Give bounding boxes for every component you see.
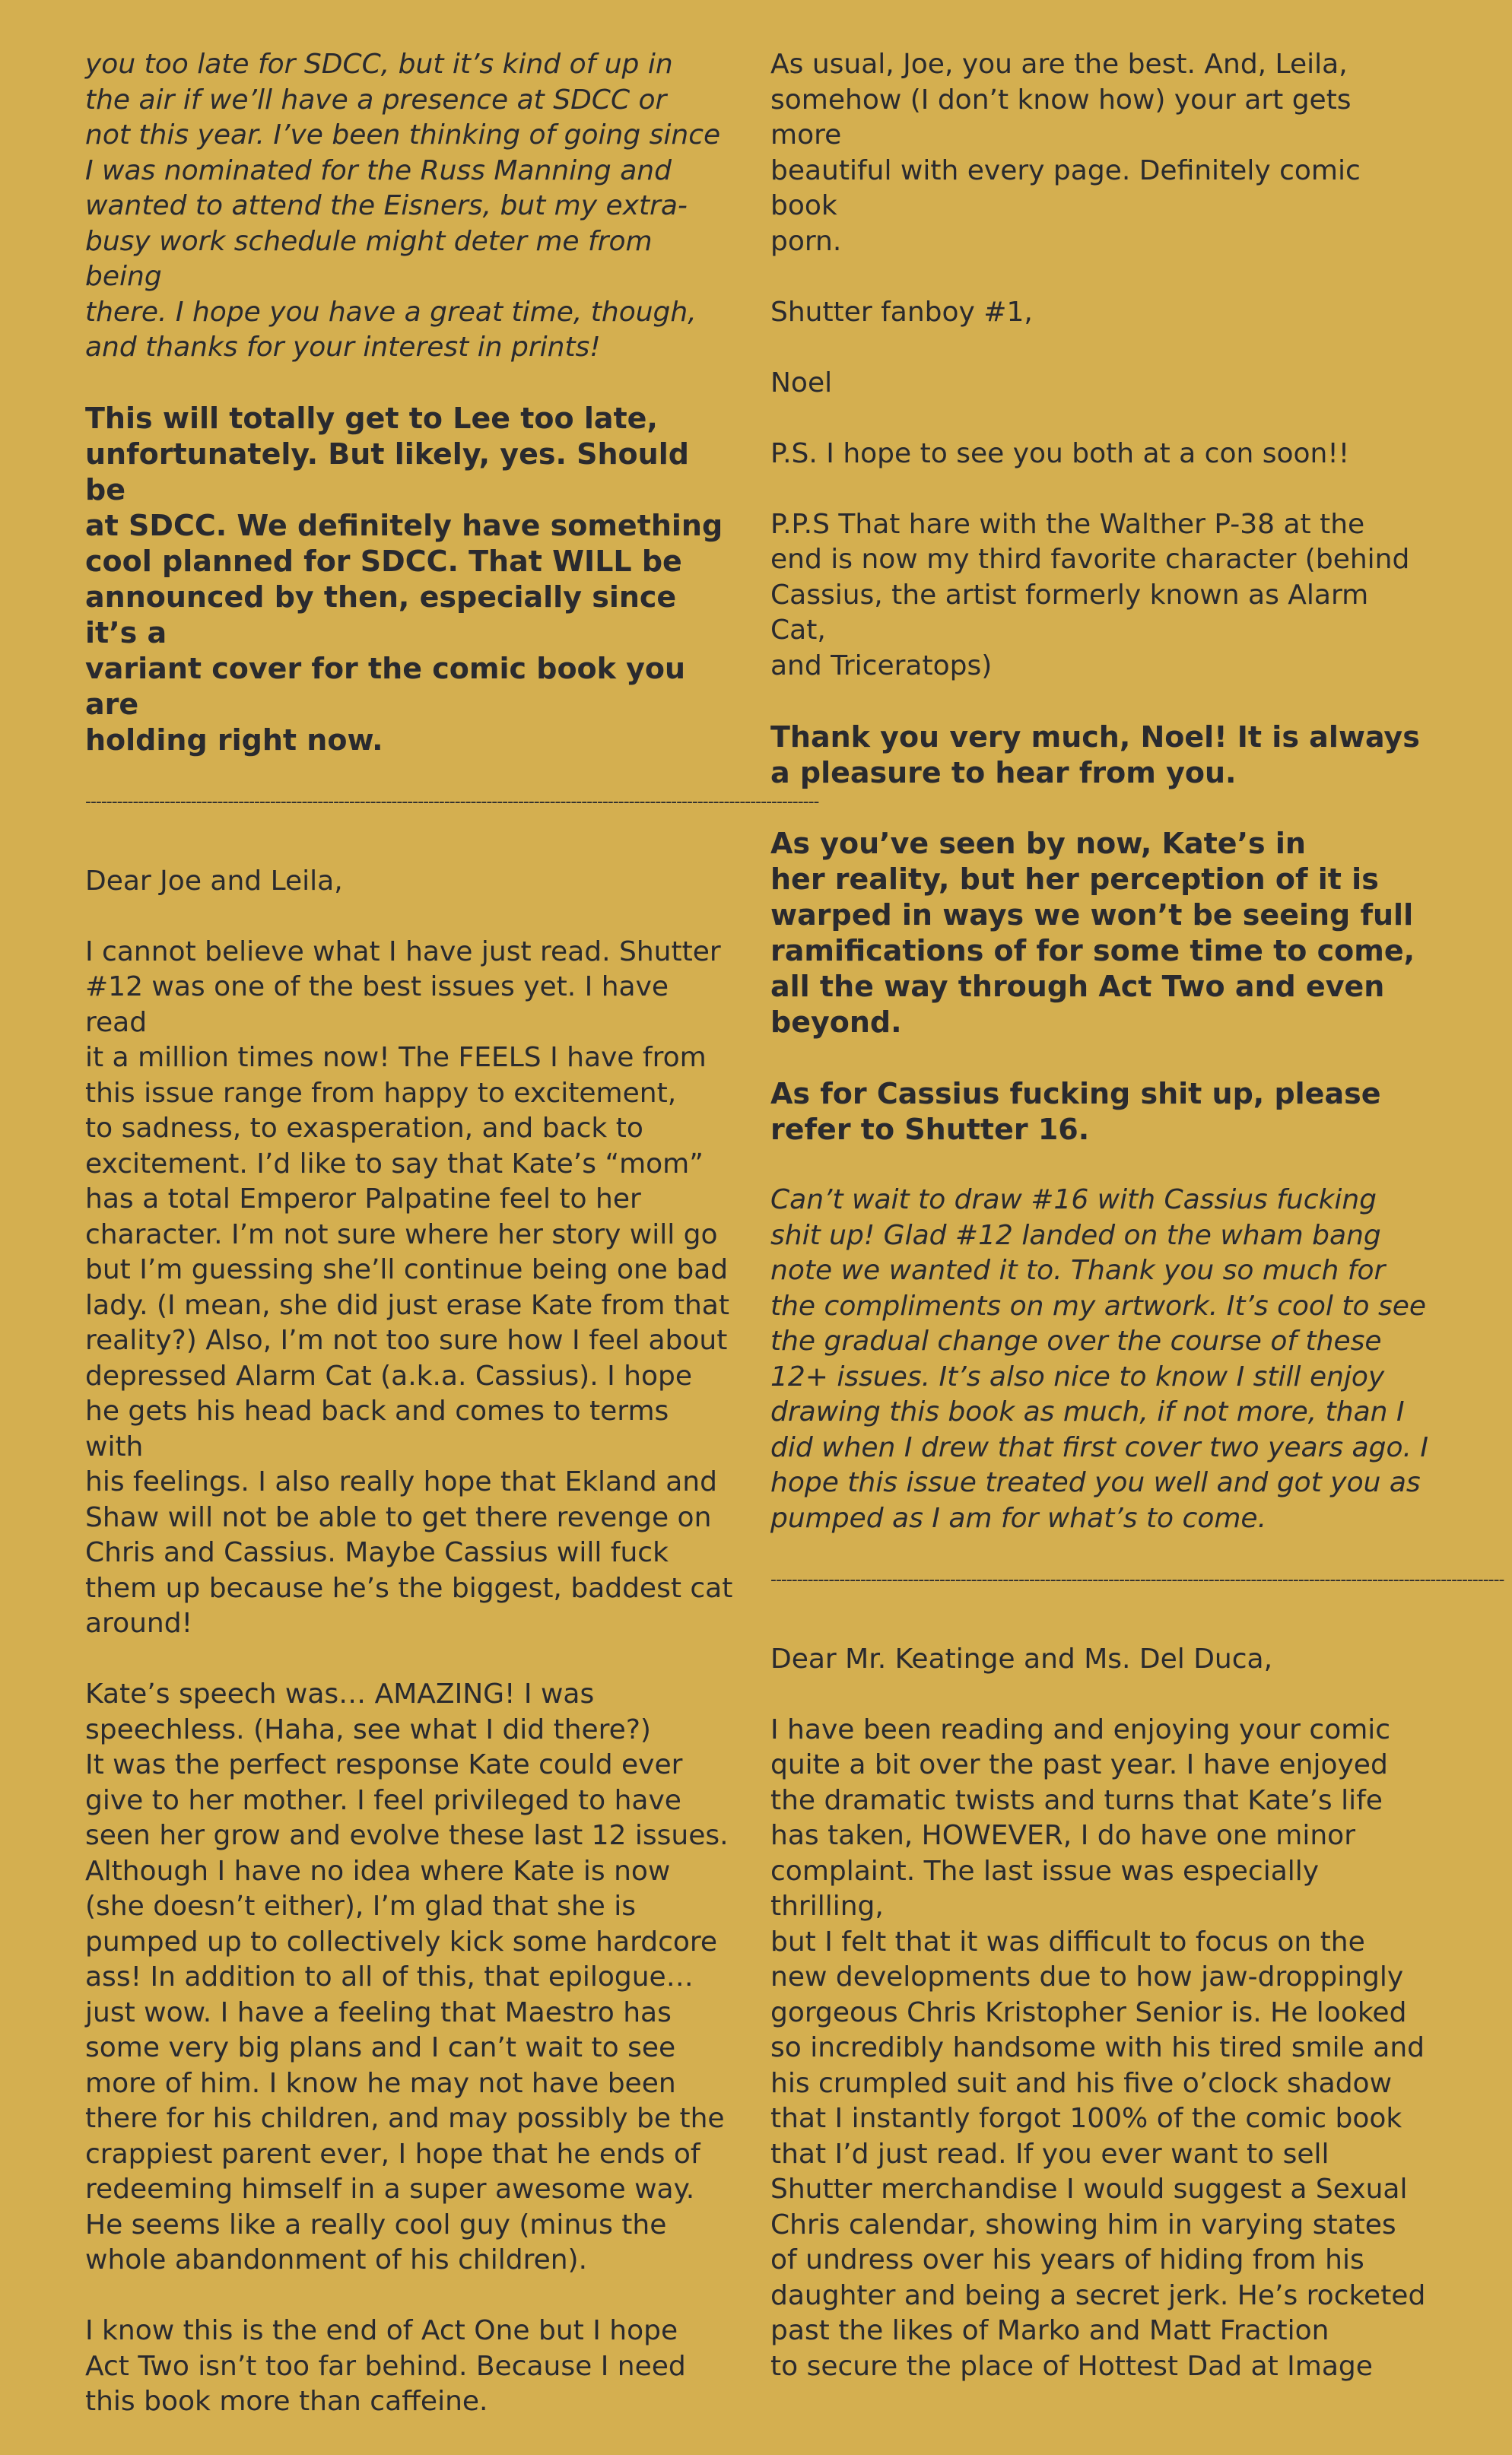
letter-signoff: Shutter fanboy #1, bbox=[770, 296, 1033, 328]
creator-reply-bold: This will totally get to Lee too late, unfortunately. But likely, yes. Should be at SDCC. We definitely have something cool planned for SDCC. That WILL be announced by then, especially since it’s a variant cover for the comic book you are holding right now. bbox=[85, 402, 723, 757]
letter-postscript: P.S. I hope to see you both at a con soon!! bbox=[770, 437, 1350, 469]
letter-paragraph: Kate’s speech was… AMAZING! I was speechless. (Haha, see what I did there?) It was the perfect response Kate could ever give to her mother. I feel privileged to have seen her grow and evolve these last 12 issues. Although I have no idea where Kate is now (she doesn’t either), I’m glad that she is pumped up to collectively kick some hardcore ass! In addition to all of this, that epilogue… just wow. I have a feeling that Maestro has some very big plans and I can’t wait to see more of him. I know he may not have been there for his children, and may possibly be the crappiest parent ever, I hope that he ends of redeeming himself in a super awesome way. He seems like a really cool guy (minus the whole abandonment of his children). bbox=[85, 1678, 729, 2276]
letter-paragraph: As usual, Joe, you are the best. And, Leila, somehow (I don’t know how) your art gets more beautiful with every page. Definitely comic book porn. bbox=[770, 49, 1361, 257]
letter-paragraph: I have been reading and enjoying your comic quite a bit over the past year. I have enjoyed the dramatic twists and turns that Kate’s life has taken, HOWEVER, I do have one minor complaint. The last issue was especially thrilling, but I felt that it was difficult to focus on the new developments due to how jaw-droppingly gorgeous Chris Kristopher Senior is. He looked so incredibly handsome with his tired smile and his crumpled suit and his five o’clock shadow that I instantly forgot 100% of the comic book that I’d just read. If you ever want to sell Shutter merchandise I would suggest a Sexual Chris calendar, showing him in varying states of undress over his years of hiding from his daughter and being a secret jerk. He’s rocketed past the likes of Marko and Matt Fraction to secure the place of Hottest Dad at Image bbox=[770, 1713, 1426, 2382]
letter-salutation: Dear Mr. Keatinge and Ms. Del Duca, bbox=[770, 1643, 1273, 1675]
letter-paragraph: I know this is the end of Act One but I hope Act Two isn’t too far behind. Because I need this book more than caffeine. bbox=[85, 2315, 686, 2417]
creator-reply-italic: you too late for SDCC, but it’s kind of up in the air if we’ll have a presence at SDCC or not this year. I’ve been thinking of going since I was nominated for the Russ Manning and wanted to attend the Eisners, but my extra- busy work schedule might deter me from being there. I hope you have a great time, though, and thanks for your interest in prints! bbox=[85, 49, 721, 363]
right-column bbox=[770, 47, 1504, 2420]
letter-signature: Noel bbox=[770, 367, 833, 399]
creator-reply-bold: As for Cassius fucking shit up, please refer to Shutter 16. bbox=[770, 1076, 1381, 1146]
creator-reply-bold: Thank you very much, Noel! It is always a pleasure to hear from you. bbox=[770, 719, 1420, 789]
letter-salutation: Dear Joe and Leila, bbox=[85, 865, 343, 897]
creator-reply-bold: As you’ve seen by now, Kate’s in her reality, but her perception of it is warped in ways we won’t be seeing full ramifications of for some time to come, all the way through Act Two and even beyond. bbox=[770, 827, 1415, 1039]
creator-reply-italic: Can’t wait to draw #16 with Cassius fucking shit up! Glad #12 landed on the wham bang note we wanted it to. Thank you so much for the compliments on my artwork. It’s cool to see the gradual change over the course of these 12+ issues. It’s also nice to know I still enjoy drawing this book as much, if not more, than I did when I drew that first cover two years ago. I hope this issue treated you well and got you as pumped as I am for what’s to come. bbox=[770, 1184, 1428, 1534]
letter-divider: ------------------------------------------------------------------------------------------------------------------------------------------- bbox=[85, 792, 819, 811]
letter-paragraph: I cannot believe what I have just read. Shutter #12 was one of the best issues yet. I have read it a million times now! The FEELS I have from this issue range from happy to excitement, to sadness, to exasperation, and back to excitement. I’d like to say that Kate’s “mom” has a total Emperor Palpatine feel to her character. I’m not sure where her story will go but I’m guessing she’ll continue being one bad lady. (I mean, she did just erase Kate from that reality?) Also, I’m not too sure how I feel about depressed Alarm Cat (a.k.a. Cassius). I hope he gets his head back and comes to terms with his feelings. I also really hope that Ekland and Shaw will not be able to get there revenge on Chris and Cassius. Maybe Cassius will fuck them up because he’s the biggest, baddest cat around! bbox=[85, 935, 733, 1639]
letter-postscript: P.P.S That hare with the Walther P-38 at the end is now my third favorite character (behind Cassius, the artist formerly known as Alarm Cat, and Triceratops) bbox=[770, 508, 1410, 681]
letter-divider: ------------------------------------------------------------------------------------------------------------------------------------------- bbox=[770, 1570, 1504, 1590]
